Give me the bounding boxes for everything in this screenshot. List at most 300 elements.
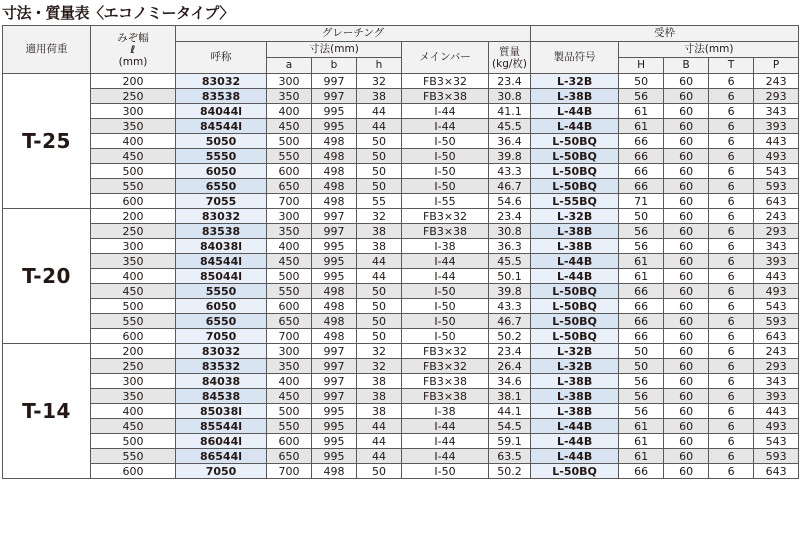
cell-frame-P: 343 [754, 374, 799, 389]
cell-name: 84544l [176, 119, 267, 134]
cell-frame-P: 243 [754, 209, 799, 224]
cell-dim-h: 50 [357, 284, 402, 299]
table-row [3, 434, 799, 449]
cell-frame-P: 293 [754, 359, 799, 374]
table-row [3, 164, 799, 179]
cell-frame-B: 60 [664, 359, 709, 374]
cell-frame-H: 56 [619, 389, 664, 404]
cell-mass: 23.4 [489, 209, 531, 224]
cell-frame-B: 60 [664, 119, 709, 134]
table-row [3, 419, 799, 434]
header-H: H [619, 58, 664, 74]
cell-frame-T: 6 [709, 74, 754, 89]
cell-dim-b: 498 [312, 149, 357, 164]
cell-dim-h: 32 [357, 74, 402, 89]
cell-dim-b: 995 [312, 419, 357, 434]
cell-groove-width: 300 [91, 104, 176, 119]
cell-groove-width: 200 [91, 74, 176, 89]
cell-name: 83032 [176, 344, 267, 359]
cell-dim-b: 995 [312, 434, 357, 449]
cell-product-code: L-38B [531, 89, 619, 104]
cell-dim-h: 44 [357, 254, 402, 269]
cell-frame-B: 60 [664, 404, 709, 419]
cell-frame-P: 643 [754, 464, 799, 479]
cell-product-code: L-38B [531, 374, 619, 389]
cell-name: 86044l [176, 434, 267, 449]
cell-frame-H: 61 [619, 434, 664, 449]
cell-groove-width: 350 [91, 389, 176, 404]
cell-frame-H: 61 [619, 104, 664, 119]
cell-dim-a: 550 [267, 419, 312, 434]
cell-frame-H: 61 [619, 254, 664, 269]
table-row [3, 284, 799, 299]
cell-frame-T: 6 [709, 419, 754, 434]
cell-frame-P: 543 [754, 164, 799, 179]
cell-product-code: L-50BQ [531, 179, 619, 194]
header-groove-width-symbol: ℓ [130, 43, 136, 56]
cell-groove-width: 600 [91, 464, 176, 479]
header-frame-dims: 寸法(mm) [619, 42, 799, 58]
cell-groove-width: 450 [91, 149, 176, 164]
cell-frame-B: 60 [664, 179, 709, 194]
cell-dim-a: 650 [267, 314, 312, 329]
cell-product-code: L-50BQ [531, 329, 619, 344]
cell-frame-B: 60 [664, 134, 709, 149]
cell-frame-H: 50 [619, 209, 664, 224]
cell-groove-width: 400 [91, 134, 176, 149]
cell-name: 83032 [176, 74, 267, 89]
cell-main-bar: I-44 [402, 104, 489, 119]
cell-mass: 23.4 [489, 74, 531, 89]
cell-dim-a: 350 [267, 224, 312, 239]
cell-product-code: L-44B [531, 269, 619, 284]
table-row [3, 329, 799, 344]
cell-main-bar: FB3×38 [402, 374, 489, 389]
cell-frame-H: 56 [619, 374, 664, 389]
cell-dim-a: 350 [267, 359, 312, 374]
cell-dim-h: 38 [357, 389, 402, 404]
cell-mass: 34.6 [489, 374, 531, 389]
cell-frame-B: 60 [664, 209, 709, 224]
cell-name: 86544l [176, 449, 267, 464]
cell-groove-width: 250 [91, 224, 176, 239]
header-product-code: 製品符号 [531, 42, 619, 74]
cell-frame-P: 393 [754, 119, 799, 134]
cell-groove-width: 300 [91, 239, 176, 254]
cell-frame-P: 443 [754, 134, 799, 149]
cell-name: 85544l [176, 419, 267, 434]
header-h: h [357, 58, 402, 74]
cell-frame-T: 6 [709, 179, 754, 194]
cell-frame-T: 6 [709, 404, 754, 419]
cell-dim-b: 997 [312, 74, 357, 89]
header-load: 適用荷重 [3, 26, 91, 74]
cell-mass: 46.7 [489, 314, 531, 329]
cell-mass: 36.4 [489, 134, 531, 149]
cell-name: 6550 [176, 314, 267, 329]
cell-dim-b: 498 [312, 329, 357, 344]
cell-dim-a: 600 [267, 434, 312, 449]
cell-dim-h: 50 [357, 314, 402, 329]
cell-name: 5550 [176, 284, 267, 299]
cell-dim-h: 38 [357, 89, 402, 104]
cell-main-bar: I-50 [402, 284, 489, 299]
cell-product-code: L-50BQ [531, 149, 619, 164]
cell-mass: 54.6 [489, 194, 531, 209]
cell-dim-b: 498 [312, 179, 357, 194]
cell-dim-b: 997 [312, 359, 357, 374]
cell-frame-H: 66 [619, 179, 664, 194]
cell-main-bar: I-44 [402, 269, 489, 284]
header-mass [489, 42, 531, 74]
cell-frame-T: 6 [709, 254, 754, 269]
table-row [3, 314, 799, 329]
cell-frame-H: 50 [619, 359, 664, 374]
cell-frame-P: 343 [754, 104, 799, 119]
cell-frame-T: 6 [709, 239, 754, 254]
cell-frame-P: 593 [754, 314, 799, 329]
cell-frame-T: 6 [709, 434, 754, 449]
cell-frame-H: 61 [619, 119, 664, 134]
cell-dim-a: 400 [267, 104, 312, 119]
cell-name: 7050 [176, 329, 267, 344]
cell-name: 6550 [176, 179, 267, 194]
cell-main-bar: I-50 [402, 134, 489, 149]
cell-dim-a: 700 [267, 194, 312, 209]
load-class: T-14 [3, 344, 91, 479]
header-dims: 寸法(mm) [267, 42, 402, 58]
cell-frame-H: 56 [619, 239, 664, 254]
cell-groove-width: 250 [91, 359, 176, 374]
cell-frame-B: 60 [664, 89, 709, 104]
cell-frame-P: 293 [754, 89, 799, 104]
cell-groove-width: 500 [91, 164, 176, 179]
header-b: b [312, 58, 357, 74]
cell-dim-b: 498 [312, 299, 357, 314]
cell-mass: 39.8 [489, 149, 531, 164]
cell-dim-a: 300 [267, 344, 312, 359]
cell-groove-width: 400 [91, 404, 176, 419]
cell-mass: 50.1 [489, 269, 531, 284]
cell-groove-width: 600 [91, 194, 176, 209]
cell-frame-H: 50 [619, 344, 664, 359]
cell-dim-h: 32 [357, 359, 402, 374]
cell-frame-T: 6 [709, 329, 754, 344]
cell-product-code: L-38B [531, 389, 619, 404]
cell-main-bar: I-44 [402, 119, 489, 134]
cell-frame-H: 66 [619, 329, 664, 344]
cell-main-bar: I-44 [402, 449, 489, 464]
cell-main-bar: FB3×32 [402, 209, 489, 224]
cell-frame-T: 6 [709, 209, 754, 224]
header-mass-label: 質量 [499, 45, 521, 58]
cell-frame-T: 6 [709, 389, 754, 404]
cell-product-code: L-50BQ [531, 299, 619, 314]
table-row [3, 149, 799, 164]
cell-mass: 59.1 [489, 434, 531, 449]
cell-mass: 44.1 [489, 404, 531, 419]
cell-main-bar: I-38 [402, 404, 489, 419]
cell-frame-T: 6 [709, 449, 754, 464]
cell-mass: 30.8 [489, 89, 531, 104]
cell-main-bar: FB3×38 [402, 224, 489, 239]
cell-dim-h: 44 [357, 119, 402, 134]
cell-dim-b: 498 [312, 194, 357, 209]
cell-frame-H: 66 [619, 284, 664, 299]
cell-frame-B: 60 [664, 194, 709, 209]
cell-dim-b: 997 [312, 344, 357, 359]
cell-mass: 23.4 [489, 344, 531, 359]
cell-dim-a: 650 [267, 179, 312, 194]
cell-product-code: L-50BQ [531, 284, 619, 299]
cell-frame-T: 6 [709, 359, 754, 374]
table-row [3, 179, 799, 194]
cell-frame-P: 443 [754, 269, 799, 284]
cell-frame-P: 443 [754, 404, 799, 419]
table-row [3, 134, 799, 149]
cell-dim-b: 997 [312, 224, 357, 239]
page-title: 寸法・質量表〈エコノミータイプ〉 [2, 4, 234, 22]
cell-dim-a: 550 [267, 149, 312, 164]
cell-dim-b: 995 [312, 239, 357, 254]
cell-dim-h: 50 [357, 149, 402, 164]
cell-frame-B: 60 [664, 284, 709, 299]
cell-main-bar: I-44 [402, 419, 489, 434]
header-frame: 受枠 [531, 26, 799, 42]
cell-frame-T: 6 [709, 464, 754, 479]
cell-dim-a: 500 [267, 404, 312, 419]
cell-frame-T: 6 [709, 164, 754, 179]
table-row [3, 359, 799, 374]
cell-dim-b: 995 [312, 449, 357, 464]
cell-dim-b: 995 [312, 269, 357, 284]
cell-frame-B: 60 [664, 239, 709, 254]
cell-mass: 39.8 [489, 284, 531, 299]
cell-product-code: L-50BQ [531, 464, 619, 479]
cell-product-code: L-50BQ [531, 314, 619, 329]
cell-dim-b: 995 [312, 104, 357, 119]
cell-main-bar: I-55 [402, 194, 489, 209]
cell-name: 5050 [176, 134, 267, 149]
cell-frame-P: 493 [754, 149, 799, 164]
cell-name: 83032 [176, 209, 267, 224]
cell-dim-a: 400 [267, 374, 312, 389]
header-main-bar: メインバー [402, 42, 489, 74]
table-row [3, 254, 799, 269]
cell-product-code: L-44B [531, 449, 619, 464]
cell-frame-T: 6 [709, 149, 754, 164]
cell-product-code: L-32B [531, 209, 619, 224]
cell-product-code: L-32B [531, 74, 619, 89]
cell-groove-width: 600 [91, 329, 176, 344]
cell-mass: 41.1 [489, 104, 531, 119]
cell-product-code: L-50BQ [531, 164, 619, 179]
cell-dim-a: 500 [267, 269, 312, 284]
cell-frame-H: 66 [619, 149, 664, 164]
cell-dim-b: 498 [312, 284, 357, 299]
load-class: T-20 [3, 209, 91, 344]
cell-main-bar: I-50 [402, 314, 489, 329]
header-B: B [664, 58, 709, 74]
cell-frame-H: 66 [619, 464, 664, 479]
cell-mass: 30.8 [489, 224, 531, 239]
header-groove-width [91, 26, 176, 74]
cell-frame-B: 60 [664, 149, 709, 164]
cell-groove-width: 400 [91, 269, 176, 284]
cell-groove-width: 500 [91, 434, 176, 449]
cell-mass: 63.5 [489, 449, 531, 464]
cell-product-code: L-32B [531, 344, 619, 359]
cell-frame-B: 60 [664, 419, 709, 434]
table-row [3, 344, 799, 359]
cell-frame-B: 60 [664, 164, 709, 179]
cell-frame-T: 6 [709, 299, 754, 314]
cell-groove-width: 200 [91, 209, 176, 224]
cell-dim-a: 550 [267, 284, 312, 299]
cell-dim-b: 498 [312, 164, 357, 179]
cell-dim-h: 32 [357, 209, 402, 224]
cell-groove-width: 300 [91, 374, 176, 389]
cell-dim-a: 300 [267, 209, 312, 224]
cell-product-code: L-50BQ [531, 134, 619, 149]
load-class: T-25 [3, 74, 91, 209]
table-row [3, 389, 799, 404]
cell-frame-P: 643 [754, 194, 799, 209]
cell-groove-width: 250 [91, 89, 176, 104]
cell-dim-b: 997 [312, 209, 357, 224]
header-P: P [754, 58, 799, 74]
cell-dim-h: 38 [357, 224, 402, 239]
cell-frame-H: 66 [619, 299, 664, 314]
cell-dim-a: 300 [267, 74, 312, 89]
cell-dim-h: 44 [357, 269, 402, 284]
cell-main-bar: FB3×32 [402, 359, 489, 374]
cell-name: 7050 [176, 464, 267, 479]
cell-name: 6050 [176, 164, 267, 179]
cell-frame-P: 643 [754, 329, 799, 344]
table-row [3, 239, 799, 254]
cell-groove-width: 450 [91, 284, 176, 299]
cell-main-bar: FB3×32 [402, 74, 489, 89]
cell-dim-h: 50 [357, 179, 402, 194]
cell-dim-a: 450 [267, 254, 312, 269]
cell-groove-width: 200 [91, 344, 176, 359]
cell-mass: 45.5 [489, 254, 531, 269]
cell-frame-P: 243 [754, 344, 799, 359]
cell-main-bar: FB3×32 [402, 344, 489, 359]
cell-frame-H: 66 [619, 134, 664, 149]
cell-frame-B: 60 [664, 299, 709, 314]
cell-dim-h: 44 [357, 419, 402, 434]
cell-groove-width: 550 [91, 314, 176, 329]
cell-dim-h: 44 [357, 434, 402, 449]
cell-main-bar: I-50 [402, 164, 489, 179]
cell-frame-B: 60 [664, 329, 709, 344]
cell-frame-H: 61 [619, 449, 664, 464]
cell-groove-width: 550 [91, 179, 176, 194]
cell-main-bar: I-50 [402, 179, 489, 194]
cell-frame-B: 60 [664, 344, 709, 359]
cell-frame-T: 6 [709, 194, 754, 209]
table-row [3, 269, 799, 284]
cell-dim-b: 498 [312, 464, 357, 479]
table-row [3, 74, 799, 89]
cell-name: 85038l [176, 404, 267, 419]
cell-name: 5550 [176, 149, 267, 164]
cell-frame-T: 6 [709, 119, 754, 134]
cell-frame-B: 60 [664, 269, 709, 284]
cell-main-bar: I-44 [402, 254, 489, 269]
cell-dim-h: 38 [357, 404, 402, 419]
cell-frame-T: 6 [709, 269, 754, 284]
header-name: 呼称 [176, 42, 267, 74]
cell-dim-b: 997 [312, 89, 357, 104]
cell-frame-B: 60 [664, 104, 709, 119]
cell-frame-P: 543 [754, 434, 799, 449]
cell-name: 84044l [176, 104, 267, 119]
cell-frame-T: 6 [709, 284, 754, 299]
cell-name: 83538 [176, 89, 267, 104]
header-grating: グレーチング [176, 26, 531, 42]
cell-frame-B: 60 [664, 224, 709, 239]
cell-frame-T: 6 [709, 374, 754, 389]
cell-frame-H: 61 [619, 269, 664, 284]
cell-frame-P: 293 [754, 224, 799, 239]
table-row [3, 404, 799, 419]
cell-name: 6050 [176, 299, 267, 314]
cell-frame-P: 243 [754, 74, 799, 89]
cell-mass: 43.3 [489, 299, 531, 314]
cell-frame-H: 61 [619, 419, 664, 434]
cell-dim-a: 700 [267, 329, 312, 344]
cell-dim-h: 55 [357, 194, 402, 209]
cell-frame-B: 60 [664, 464, 709, 479]
cell-dim-b: 995 [312, 119, 357, 134]
cell-name: 7055 [176, 194, 267, 209]
table-body [3, 74, 799, 479]
cell-frame-H: 50 [619, 74, 664, 89]
table-row [3, 224, 799, 239]
cell-mass: 38.1 [489, 389, 531, 404]
cell-product-code: L-55BQ [531, 194, 619, 209]
cell-frame-T: 6 [709, 134, 754, 149]
cell-product-code: L-44B [531, 119, 619, 134]
cell-frame-T: 6 [709, 224, 754, 239]
cell-mass: 45.5 [489, 119, 531, 134]
table-row [3, 449, 799, 464]
cell-main-bar: I-50 [402, 299, 489, 314]
cell-frame-H: 71 [619, 194, 664, 209]
cell-product-code: L-44B [531, 434, 619, 449]
cell-mass: 43.3 [489, 164, 531, 179]
dimension-mass-table [2, 25, 799, 479]
header-groove-width-label: みぞ幅 [117, 31, 149, 44]
cell-product-code: L-44B [531, 419, 619, 434]
header-mass-unit: (kg/枚) [492, 57, 528, 70]
cell-mass: 50.2 [489, 329, 531, 344]
cell-main-bar: I-44 [402, 434, 489, 449]
cell-dim-a: 450 [267, 119, 312, 134]
cell-mass: 50.2 [489, 464, 531, 479]
cell-groove-width: 350 [91, 254, 176, 269]
cell-dim-h: 50 [357, 464, 402, 479]
cell-frame-P: 393 [754, 254, 799, 269]
cell-dim-h: 50 [357, 164, 402, 179]
cell-frame-P: 543 [754, 299, 799, 314]
cell-dim-h: 44 [357, 449, 402, 464]
cell-dim-a: 600 [267, 299, 312, 314]
cell-frame-T: 6 [709, 104, 754, 119]
